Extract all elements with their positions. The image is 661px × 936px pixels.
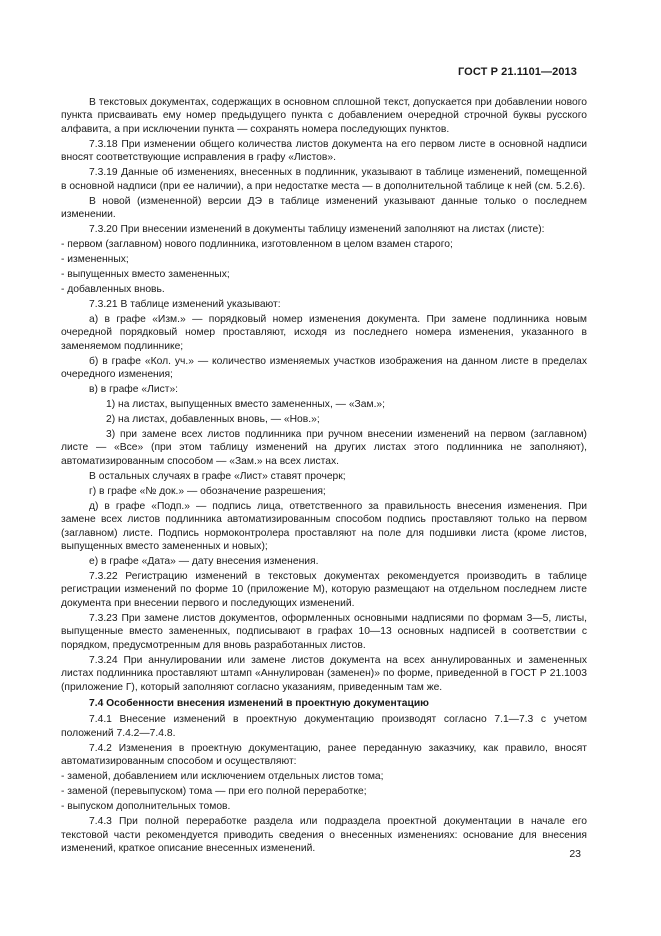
paragraph-7-3-24: 7.3.24 При аннулировании или замене листов документа на всех аннулированных и замененных листах подлинника проставляют штамп «Аннулирован (заменен)» по форме, приведенной в ГОСТ Р 21.1003 (приложение Г), который заполняют согласно указаниям, приведенным там же. xyxy=(61,654,587,693)
list-item-g: г) в графе «№ док.» — обозначение разрешения; xyxy=(89,485,326,497)
page-number: 23 xyxy=(569,848,581,860)
list-item-v: в) в графе «Лист»: xyxy=(89,384,179,396)
paragraph-7-4-1: 7.4.1 Внесение изменений в проектную документацию производят согласно 7.1—7.3 с учетом положений 7.4.2—7.4.8. xyxy=(61,714,587,739)
list-item-a: а) в графе «Изм.» — порядковый номер изменения документа. При замене подлинника новым очередной порядковый номер проставляют, исходя из последнего номера изменения, указанного в заменяемом подлиннике; xyxy=(61,313,587,352)
document-id: ГОСТ Р 21.1101—2013 xyxy=(457,66,577,78)
paragraph-7-3-18: 7.3.18 При изменении общего количества листов документа на его первом листе в основной надписи вносят соответствующие исправления в графу «Листов». xyxy=(61,138,587,164)
list-item: - заменой, добавлением или исключением отдельных листов тома; xyxy=(61,771,384,783)
paragraph-7-4-2: 7.4.2 Изменения в проектную документацию, ранее переданную заказчику, как правило, вносят автоматизированным способом и осуществляют: xyxy=(61,742,587,768)
paragraph-7-3-21: 7.3.21 В таблице изменений указывают: xyxy=(89,298,281,310)
sub-item-2: 2) на листах, добавленных вновь, — «Нов.»; xyxy=(106,413,320,425)
paragraph-7-3-23: 7.3.23 При замене листов документов, оформленных основными надписями по формам 3—5, листы, выпущенные вместо замененных, подписывают в графах 10—13 основных надписей в соответствии с порядком, предусмотренным для вновь разработанных листов. xyxy=(61,612,587,651)
list-item: - выпуском дополнительных томов. xyxy=(61,801,231,813)
list-item: - измененных; xyxy=(61,253,129,265)
list-item-b: б) в графе «Кол. уч.» — количество изменяемых участков изображения на данном листе в пределах очередного изменения; xyxy=(61,355,587,381)
list-item: - добавленных вновь. xyxy=(61,283,165,295)
sub-item-3: 3) при замене всех листов подлинника при ручном внесении изменений на первом (заглавном) листе — «Все» (при этом таблицу изменений на других листах этого подлинника не заполняют), автоматизированным способом — «Зам.» на всех листах. xyxy=(61,428,587,467)
paragraph-7-4-3: 7.4.3 При полной переработке раздела или подраздела проектной документации в начале его текстовой части рекомендуется приводить сведения о внесенных изменениях: основание для внесения изменений, краткое описание внесенных изменений. xyxy=(61,816,587,855)
list-item: - первом (заглавном) нового подлинника, изготовленном в целом взамен старого; xyxy=(61,239,453,251)
list-item-d: д) в графе «Подп.» — подпись лица, ответственного за правильность внесения изменения. При замене всех листов подлинника автоматизированным способом подпись проставляют только на первом (заглавном) листе. Подпись нормоконтролера проставляют на поле для подшивки листа (кроме листов, выпущенных вместо замененных и новых); xyxy=(61,500,587,553)
list-item: - заменой (перевыпуском) тома — при его полной переработке; xyxy=(61,786,367,798)
list-item: - выпущенных вместо замененных; xyxy=(61,268,230,280)
paragraph: В текстовых документах, содержащих в основном сплошной текст, допускается при добавлении нового пункта присваивать ему номер предыдущего пункта с добавлением очередной строчной буквы русского алфавита, а при исключении пункта — сохранять номера последующих пунктов. xyxy=(61,97,587,135)
document-body xyxy=(61,96,587,857)
paragraph: В новой (измененной) версии ДЭ в таблице изменений указывают данные только о последнем изменении. xyxy=(61,195,587,221)
paragraph-7-3-20: 7.3.20 При внесении изменений в документы таблицу изменений заполняют на листах (листе): xyxy=(89,224,545,236)
paragraph-7-3-19: 7.3.19 Данные об изменениях, внесенных в подлинник, указывают в таблице изменений, помещенной в основной надписи (при ее наличии), а при недостатке места — в дополнительной таблице к ней (см. 5.2.6). xyxy=(61,167,587,192)
list-item-e: е) в графе «Дата» — дату внесения изменения. xyxy=(89,556,319,567)
paragraph: В остальных случаях в графе «Лист» ставят прочерк; xyxy=(89,470,346,482)
paragraph-7-3-22: 7.3.22 Регистрацию изменений в текстовых документах рекомендуется производить в таблице регистрации изменений по форме 10 (приложение М), которую размещают на отдельном последнем листе документа при внесении первого и последующих изменений. xyxy=(61,570,587,609)
section-heading: 7.4 Особенности внесения изменений в проектную документацию xyxy=(89,698,429,710)
sub-item-1: 1) на листах, выпущенных вместо замененных, — «Зам.»; xyxy=(106,399,386,411)
